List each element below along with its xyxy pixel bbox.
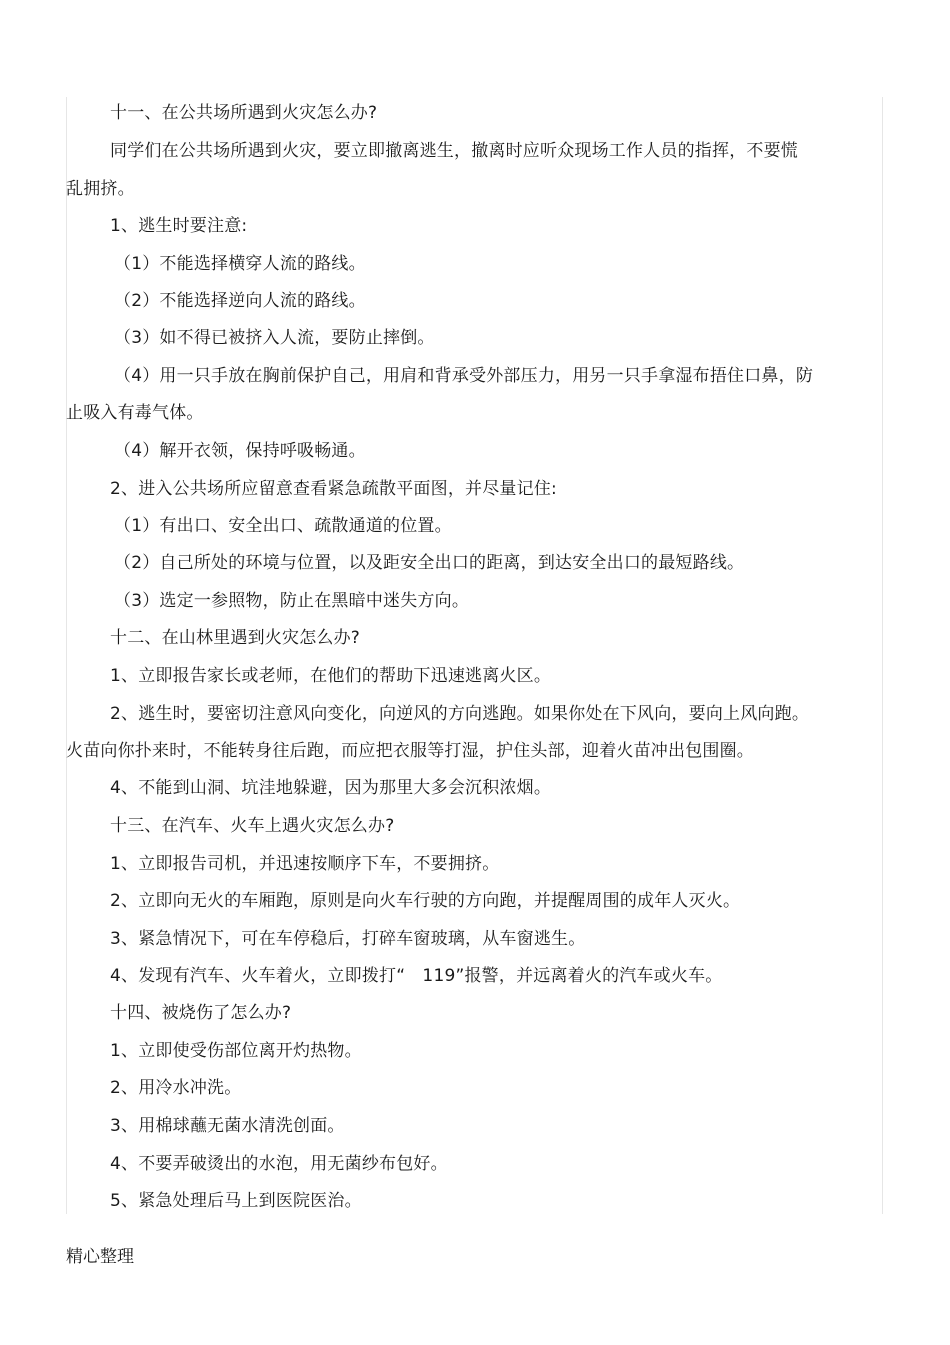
list-item: 2、立即向无火的车厢跑，原则是向火车行驶的方向跑，并提醒周围的成年人灭火。 [110, 891, 741, 911]
list-item-continuation: 止吸入有毒气体。 [66, 403, 204, 423]
list-item: （3）如不得已被挤入人流，要防止摔倒。 [114, 328, 435, 348]
list-item: 5、紧急处理后马上到医院医治。 [110, 1191, 362, 1211]
list-item: （3）选定一参照物，防止在黑暗中迷失方向。 [114, 591, 470, 611]
list-item: 1、立即报告家长或老师，在他们的帮助下迅速逃离火区。 [110, 666, 552, 686]
list-item: 4、不要弄破烫出的水泡，用无菌纱布包好。 [110, 1154, 448, 1174]
paragraph-line: 乱拥挤。 [66, 179, 135, 199]
list-heading: 2、进入公共场所应留意查看紧急疏散平面图，并尽量记住: [110, 479, 557, 499]
list-item: （1）有出口、安全出口、疏散通道的位置。 [114, 516, 452, 536]
list-item: （2）不能选择逆向人流的路线。 [114, 291, 366, 311]
section-heading-14: 十四、被烧伤了怎么办? [110, 1003, 292, 1023]
section-heading-12: 十二、在山林里遇到火灾怎么办? [110, 628, 361, 648]
list-item: （1）不能选择横穿人流的路线。 [114, 254, 366, 274]
list-item-continuation: 火苗向你扑来时，不能转身往后跑，而应把衣服等打湿，护住头部，迎着火苗冲出包围圈。 [66, 741, 754, 761]
list-item: 1、立即使受伤部位离开灼热物。 [110, 1041, 362, 1061]
list-item: 2、逃生时，要密切注意风向变化，向逆风的方向逃跑。如果你处在下风向，要向上风向跑。 [110, 704, 810, 724]
list-item: 4、发现有汽车、火车着火，立即拨打“ 119”报警，并远离着火的汽车或火车。 [110, 966, 723, 986]
paragraph-line: 同学们在公共场所遇到火灾，要立即撤离逃生，撤离时应听众现场工作人员的指挥，不要慌 [110, 141, 798, 161]
list-item: 3、用棉球蘸无菌水清洗创面。 [110, 1116, 345, 1136]
list-item: 2、用冷水冲洗。 [110, 1078, 242, 1098]
list-item: 4、不能到山洞、坑洼地躲避，因为那里大多会沉积浓烟。 [110, 778, 552, 798]
section-heading-13: 十三、在汽车、火车上遇火灾怎么办? [110, 816, 395, 836]
list-item: 3、紧急情况下，可在车停稳后，打碎车窗玻璃，从车窗逃生。 [110, 929, 586, 949]
section-heading-11: 十一、在公共场所遇到火灾怎么办? [110, 103, 378, 123]
list-item: 1、立即报告司机，并迅速按顺序下车，不要拥挤。 [110, 854, 500, 874]
list-heading: 1、逃生时要注意: [110, 216, 248, 236]
list-item: （4）解开衣领，保持呼吸畅通。 [114, 441, 366, 461]
list-item: （2）自己所处的环境与位置，以及距安全出口的距离，到达安全出口的最短路线。 [114, 553, 745, 573]
list-item: （4）用一只手放在胸前保护自己，用肩和背承受外部压力，用另一只手拿湿布捂住口鼻，防 [114, 366, 814, 386]
page-footer: 精心整理 [66, 1247, 134, 1267]
